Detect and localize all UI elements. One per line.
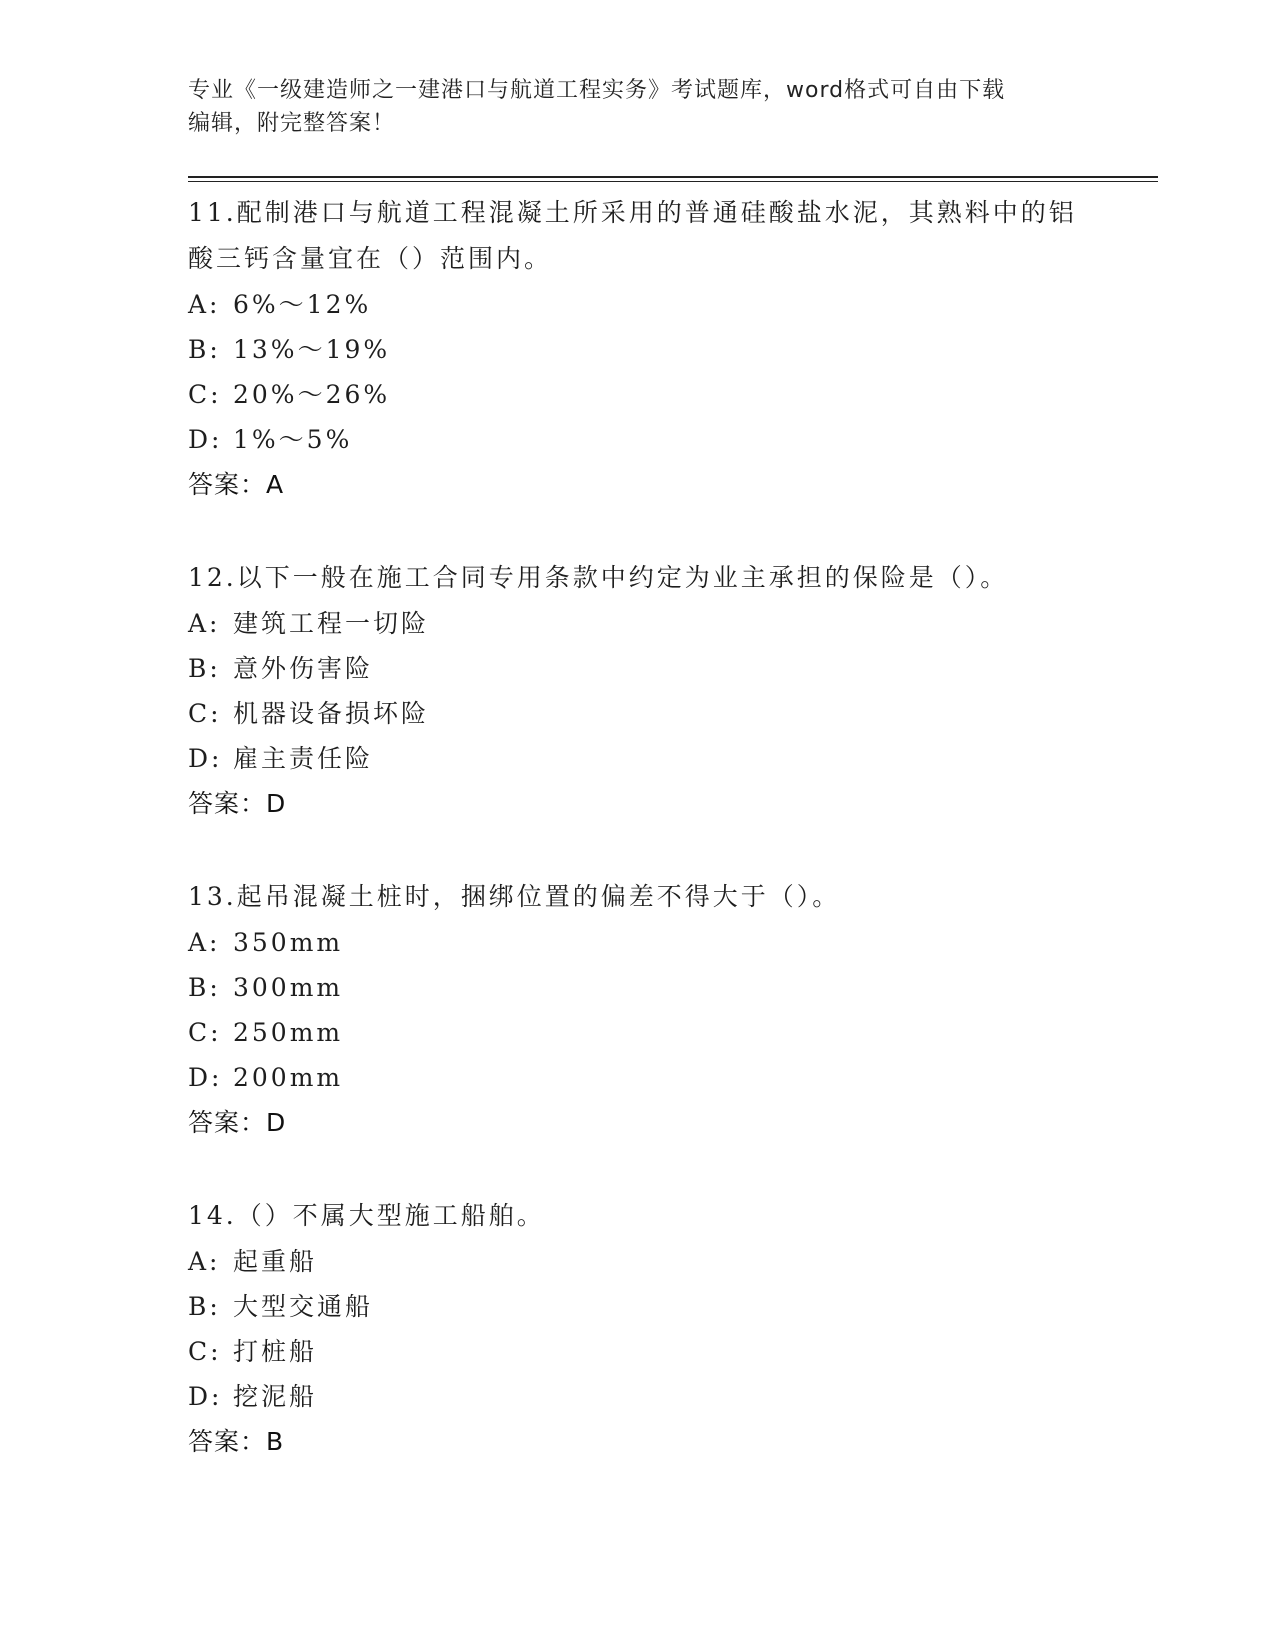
option-letter: A:: [188, 928, 221, 957]
document-header: [188, 74, 1088, 140]
option-letter: C:: [188, 699, 222, 728]
option-letter: B:: [188, 973, 221, 1002]
question-text: 12.以下一般在施工合同专用条款中约定为业主承担的保险是（）。: [188, 563, 1009, 592]
question-14: [188, 1193, 1088, 1465]
question-text: 13.起吊混凝土桩时，捆绑位置的偏差不得大于（）。: [188, 882, 841, 911]
option-letter: D:: [188, 425, 223, 454]
option-text: 意外伤害险: [233, 654, 374, 683]
answer-line: 答案：D: [188, 1108, 287, 1137]
option-c: [188, 1010, 1088, 1055]
question-13: [188, 874, 1088, 1146]
question-text: 11.配制港口与航道工程混凝土所采用的普通硅酸盐水泥，其熟料中的铝酸三钙含量宜在（）范围内。: [188, 198, 1077, 273]
option-letter: D:: [188, 744, 223, 773]
option-b: [188, 327, 1088, 372]
option-text: 大型交通船: [233, 1292, 374, 1321]
option-a: [188, 601, 1088, 646]
option-text: 300mm: [233, 973, 344, 1002]
option-letter: C:: [188, 380, 222, 409]
question-11: [188, 190, 1088, 508]
question-12: [188, 555, 1088, 827]
question-list: [188, 190, 1088, 1512]
option-letter: B:: [188, 654, 221, 683]
option-text: 挖泥船: [233, 1382, 318, 1411]
option-b: [188, 646, 1088, 691]
option-d: [188, 1055, 1088, 1100]
option-text: 雇主责任险: [233, 744, 374, 773]
option-c: [188, 1329, 1088, 1374]
option-b: [188, 1284, 1088, 1329]
option-c: [188, 691, 1088, 736]
option-text: 建筑工程一切险: [233, 609, 430, 638]
option-text: 350mm: [233, 928, 344, 957]
option-letter: A:: [188, 290, 221, 319]
option-text: 起重船: [233, 1247, 318, 1276]
header-divider-thick: [188, 176, 1158, 178]
option-d: [188, 417, 1088, 462]
option-a: [188, 282, 1088, 327]
option-text: 250mm: [233, 1018, 344, 1047]
option-a: [188, 920, 1088, 965]
option-c: [188, 372, 1088, 417]
option-letter: B:: [188, 335, 221, 364]
header-divider-thin: [188, 181, 1158, 182]
option-text: 打桩船: [233, 1337, 318, 1366]
option-text: 20%～26%: [233, 380, 391, 409]
option-letter: A:: [188, 1247, 221, 1276]
option-a: [188, 1239, 1088, 1284]
option-text: 200mm: [233, 1063, 344, 1092]
option-text: 6%～12%: [233, 290, 372, 319]
option-d: [188, 736, 1088, 781]
header-line-1: 专业《一级建造师之一建港口与航道工程实务》考试题库，word格式可自由下载: [188, 78, 1006, 103]
option-text: 13%～19%: [233, 335, 391, 364]
option-letter: D:: [188, 1063, 223, 1092]
header-line-2: 编辑，附完整答案！: [188, 111, 396, 136]
option-letter: A:: [188, 609, 221, 638]
option-b: [188, 965, 1088, 1010]
question-text: 14.（）不属大型施工船舶。: [188, 1201, 545, 1230]
option-letter: C:: [188, 1337, 222, 1366]
option-text: 机器设备损坏险: [233, 699, 430, 728]
answer-line: 答案：D: [188, 789, 287, 818]
option-letter: B:: [188, 1292, 221, 1321]
option-text: 1%～5%: [233, 425, 353, 454]
option-letter: C:: [188, 1018, 222, 1047]
answer-line: 答案：A: [188, 470, 285, 499]
option-d: [188, 1374, 1088, 1419]
option-letter: D:: [188, 1382, 223, 1411]
answer-line: 答案：B: [188, 1427, 285, 1456]
